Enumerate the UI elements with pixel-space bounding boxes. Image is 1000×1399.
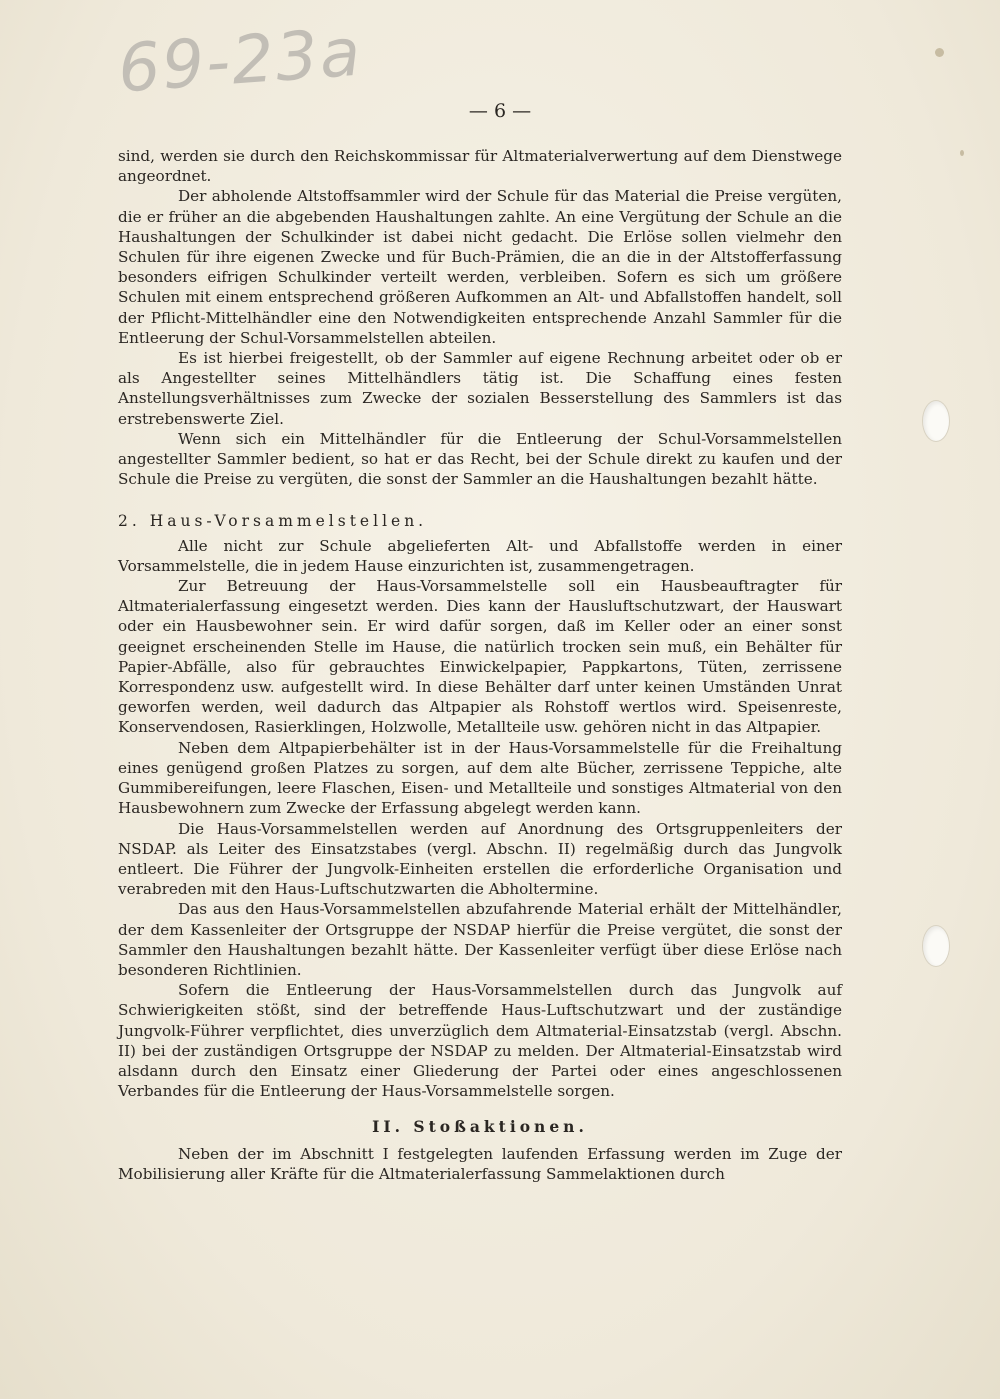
page-number: — 6 — bbox=[468, 100, 532, 122]
stain-mark-icon bbox=[935, 48, 944, 57]
paragraph: Das aus den Haus-Vorsammelstellen abzufahrende Material erhält der Mittelhändler, der dem Kassenleiter der Ortsgruppe der NSDAP hierfür die Preise vergütet, die sonst der Sammler den Haushaltungen bezahlt hätte. Der Kassenleiter verfügt über diese Erlöse nach besonderen Richtlinien. bbox=[118, 900, 842, 979]
paragraph: Wenn sich ein Mittelhändler für die Entleerung der Schul-Vorsammelstellen angestellter Sammler bedient, so hat er das Recht, bei der Schule direkt zu kaufen und der Schule die Preise zu vergüten, die sonst der Sammler an die Haushaltungen bezahlt hätte. bbox=[118, 429, 842, 489]
paragraph: sind, werden sie durch den Reichskommissar für Altmaterialverwertung auf dem Dienstwege angeordnet. bbox=[118, 147, 842, 186]
pencil-annotation: 69-23a bbox=[115, 13, 365, 108]
section-heading: II. Stoßaktionen. bbox=[372, 1117, 588, 1137]
punch-hole-icon bbox=[922, 925, 950, 967]
paragraph: Zur Betreuung der Haus-Vorsammelstelle soll ein Hausbeauftragter für Altmaterialerfassung eingesetzt werden. Dies kann der Hausluftschutzwart, der Hauswart oder ein Hausbewohner sein. Er wird dafür sorgen, daß im Keller oder an einer sonst geeignet erscheinenden Stelle im Hause, die natürlich trocken sein muß, ein Behälter für Papier-Abfälle, also für gebrauchtes Einwickelpapier, Pappkartons, Tüten, zerrissene Korrespondenz usw. aufgestellt wird. In diese Behälter darf unter keinen Umständen Unrat geworfen werden, weil dadurch das Altpapier als Rohstoff wertlos wird. Speisenreste, Konservendosen, Rasierklingen, Holzwolle, Metallteile usw. gehören nicht in das Altpapier. bbox=[118, 577, 842, 737]
paragraph: Der abholende Altstoffsammler wird der Schule für das Material die Preise vergüten, die er früher an die abgebenden Haushaltungen zahlte. An eine Vergütung der Schule an die Haushaltungen der Schulkinder ist dabei nicht gedacht. Die Erlöse sollen vielmehr den Schulen für ihre eigenen Zwecke und für Buch-Prämien, die an die in der Altstofferfassung besonders eifrigen Schulkinder verteilt werden, verbleiben. Sofern es sich um größere Schulen mit einem entsprechend größeren Aufkommen an Alt- und Abfallstoffen handelt, soll der Pflicht-Mittelhändler eine den Notwendigkeiten entsprechende Anzahl Sammler für die Entleerung der Schul-Vorsammelstellen abteilen. bbox=[118, 187, 842, 347]
paragraph: Neben der im Abschnitt I festgelegten laufenden Erfassung werden im Zuge der Mobilisierung aller Kräfte für die Altmaterialerfassung Sammelaktionen durch bbox=[118, 1144, 842, 1183]
paragraph: Neben dem Altpapierbehälter ist in der Haus-Vorsammelstelle für die Freihaltung eines genügend großen Platzes zu sorgen, auf dem alte Bücher, zerrissene Teppiche, alte Gummibereifungen, leere Flaschen, Eisen- und Metallteile und sonstiges Altmaterial von den Hausbewohnern zum Zwecke der Erfassung abgelegt werden kann. bbox=[118, 738, 842, 818]
document-body bbox=[118, 146, 842, 1184]
paragraph: Die Haus-Vorsammelstellen werden auf Anordnung des Ortsgruppenleiters der NSDAP. als Leiter des Einsatzstabes (vergl. Abschn. II) regelmäßig durch das Jungvolk entleert. Die Führer der Jungvolk-Einheiten erstellen die erforderliche Organisation und verabreden mit den Haus-Luftschutzwarten die Abholtermine. bbox=[118, 819, 842, 899]
punch-hole-icon bbox=[922, 400, 950, 442]
paragraph: Es ist hierbei freigestellt, ob der Sammler auf eigene Rechnung arbeitet oder ob er als Angestellter seines Mittelhändlers tätig ist. Die Schaffung eines festen Anstellungsverhältnisses zum Zwecke der sozialen Besserstellung des Sammlers ist das erstrebenswerte Ziel. bbox=[118, 349, 842, 428]
section-heading: 2. Haus-Vorsammelstellen. bbox=[118, 512, 428, 531]
stain-mark-icon bbox=[960, 150, 964, 156]
paragraph: Sofern die Entleerung der Haus-Vorsammelstellen durch das Jungvolk auf Schwierigkeiten stößt, sind der betreffende Haus-Luftschutzwart und der zuständige Jungvolk-Führer verpflichtet, dies unverzüglich dem Altmaterial-Einsatzstab (vergl. Abschn. II) bei der zuständigen Ortsgruppe der NSDAP zu melden. Der Altmaterial-Einsatzstab wird alsdann durch den Einsatz einer Gliederung der Partei oder eines angeschlossenen Verbandes für die Entleerung der Haus-Vorsammelstelle sorgen. bbox=[118, 981, 842, 1101]
paragraph: Alle nicht zur Schule abgelieferten Alt- und Abfallstoffe werden in einer Vorsammelstelle, die in jedem Hause einzurichten ist, zusammengetragen. bbox=[118, 536, 842, 575]
